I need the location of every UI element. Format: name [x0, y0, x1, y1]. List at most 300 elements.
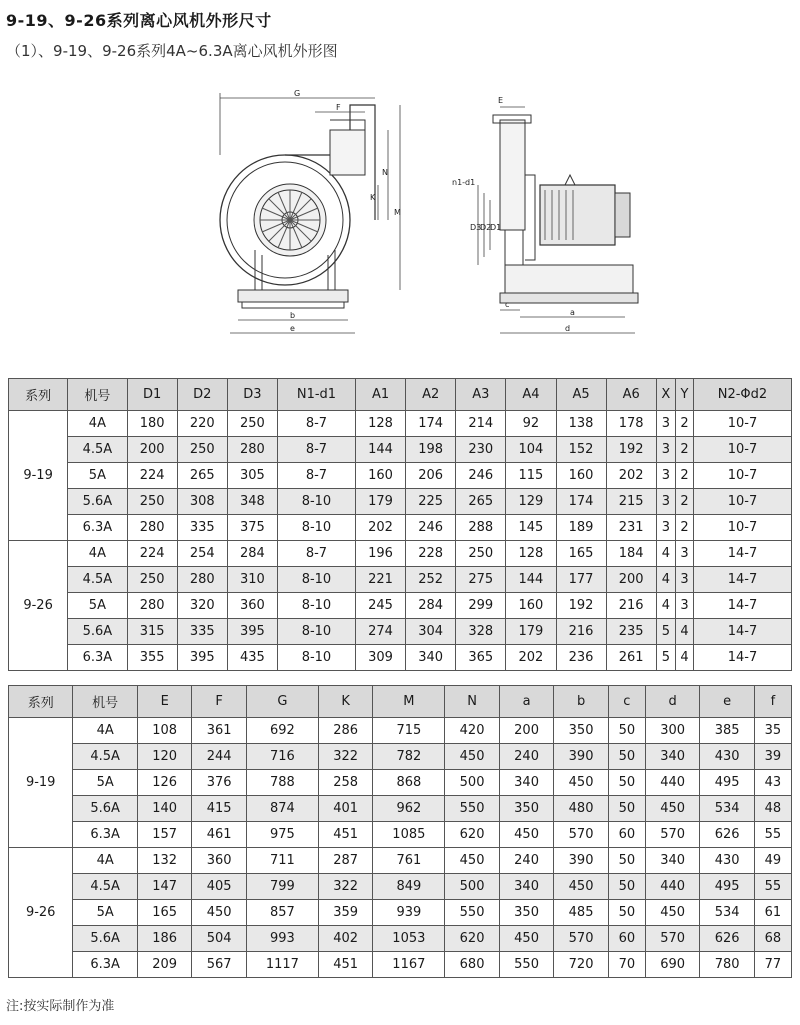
value-cell: 350 — [554, 718, 609, 744]
model-cell: 6.3A — [73, 822, 138, 848]
column-header: A4 — [506, 379, 556, 411]
table-row — [9, 952, 792, 978]
table-row — [9, 926, 792, 952]
value-cell: 128 — [506, 541, 556, 567]
value-cell: 245 — [356, 593, 406, 619]
table-row — [9, 718, 792, 744]
value-cell: 690 — [645, 952, 700, 978]
value-cell: 178 — [606, 411, 656, 437]
value-cell: 3 — [656, 411, 675, 437]
dim-label-E: E — [498, 96, 504, 105]
value-cell: 401 — [318, 796, 373, 822]
value-cell: 265 — [456, 489, 506, 515]
value-cell: 348 — [227, 489, 277, 515]
value-cell: 435 — [227, 645, 277, 671]
value-cell: 1167 — [373, 952, 445, 978]
model-cell: 4.5A — [73, 874, 138, 900]
value-cell: 534 — [700, 900, 755, 926]
value-cell: 280 — [127, 593, 177, 619]
value-cell: 450 — [445, 744, 500, 770]
value-cell: 299 — [456, 593, 506, 619]
value-cell: 216 — [606, 593, 656, 619]
table-row — [9, 489, 792, 515]
value-cell: 939 — [373, 900, 445, 926]
value-cell: 4 — [656, 593, 675, 619]
value-cell: 711 — [246, 848, 318, 874]
value-cell: 450 — [645, 796, 700, 822]
value-cell: 50 — [608, 848, 645, 874]
series-cell: 9-26 — [9, 541, 68, 671]
value-cell: 230 — [456, 437, 506, 463]
value-cell: 376 — [192, 770, 247, 796]
value-cell: 4 — [656, 541, 675, 567]
value-cell: 567 — [192, 952, 247, 978]
value-cell: 55 — [754, 822, 791, 848]
value-cell: 43 — [754, 770, 791, 796]
value-cell: 39 — [754, 744, 791, 770]
value-cell: 340 — [499, 770, 554, 796]
value-cell: 202 — [506, 645, 556, 671]
value-cell: 504 — [192, 926, 247, 952]
value-cell: 231 — [606, 515, 656, 541]
value-cell: 287 — [318, 848, 373, 874]
value-cell: 50 — [608, 770, 645, 796]
value-cell: 165 — [556, 541, 606, 567]
column-header: a — [499, 686, 554, 718]
value-cell: 485 — [554, 900, 609, 926]
value-cell: 716 — [246, 744, 318, 770]
value-cell: 780 — [700, 952, 755, 978]
value-cell: 340 — [645, 744, 700, 770]
column-header: D1 — [127, 379, 177, 411]
value-cell: 300 — [645, 718, 700, 744]
value-cell: 60 — [608, 926, 645, 952]
value-cell: 77 — [754, 952, 791, 978]
value-cell: 8-10 — [277, 619, 355, 645]
column-header: c — [608, 686, 645, 718]
value-cell: 228 — [406, 541, 456, 567]
footnote: 注:按实际制作为准 — [6, 999, 115, 1014]
dim-label-k: K — [370, 193, 376, 202]
value-cell: 2 — [675, 515, 693, 541]
value-cell: 450 — [499, 926, 554, 952]
dim-label-a: a — [570, 308, 575, 317]
value-cell: 254 — [177, 541, 227, 567]
dimension-table-1 — [8, 378, 792, 671]
value-cell: 286 — [318, 718, 373, 744]
value-cell: 144 — [356, 437, 406, 463]
dim-label-m: M — [394, 208, 401, 217]
dim-label-d3: D3 — [470, 223, 482, 232]
value-cell: 440 — [645, 770, 700, 796]
value-cell: 3 — [656, 463, 675, 489]
value-cell: 495 — [700, 874, 755, 900]
column-header: N1-d1 — [277, 379, 355, 411]
value-cell: 225 — [406, 489, 456, 515]
value-cell: 788 — [246, 770, 318, 796]
value-cell: 192 — [556, 593, 606, 619]
value-cell: 144 — [506, 567, 556, 593]
value-cell: 10-7 — [693, 463, 791, 489]
value-cell: 340 — [499, 874, 554, 900]
value-cell: 200 — [499, 718, 554, 744]
table-row — [9, 770, 792, 796]
value-cell: 461 — [192, 822, 247, 848]
value-cell: 10-7 — [693, 411, 791, 437]
column-header: b — [554, 686, 609, 718]
value-cell: 857 — [246, 900, 318, 926]
value-cell: 8-7 — [277, 411, 355, 437]
value-cell: 550 — [445, 900, 500, 926]
value-cell: 620 — [445, 926, 500, 952]
value-cell: 692 — [246, 718, 318, 744]
value-cell: 450 — [445, 848, 500, 874]
model-cell: 4A — [68, 411, 127, 437]
value-cell: 14-7 — [693, 567, 791, 593]
value-cell: 415 — [192, 796, 247, 822]
table-row — [9, 645, 792, 671]
column-header: A2 — [406, 379, 456, 411]
value-cell: 216 — [556, 619, 606, 645]
value-cell: 120 — [137, 744, 192, 770]
value-cell: 849 — [373, 874, 445, 900]
value-cell: 1117 — [246, 952, 318, 978]
dimension-table-2 — [8, 685, 792, 978]
value-cell: 209 — [137, 952, 192, 978]
value-cell: 761 — [373, 848, 445, 874]
value-cell: 4 — [675, 619, 693, 645]
value-cell: 375 — [227, 515, 277, 541]
value-cell: 3 — [675, 593, 693, 619]
value-cell: 450 — [554, 874, 609, 900]
value-cell: 328 — [456, 619, 506, 645]
value-cell: 14-7 — [693, 645, 791, 671]
series-cell: 9-19 — [9, 411, 68, 541]
value-cell: 14-7 — [693, 619, 791, 645]
value-cell: 309 — [356, 645, 406, 671]
column-header: K — [318, 686, 373, 718]
column-header: A5 — [556, 379, 606, 411]
dim-label-n1d1: n1-d1 — [452, 178, 476, 187]
value-cell: 92 — [506, 411, 556, 437]
value-cell: 550 — [445, 796, 500, 822]
model-cell: 5.6A — [68, 489, 127, 515]
value-cell: 214 — [456, 411, 506, 437]
value-cell: 322 — [318, 744, 373, 770]
value-cell: 305 — [227, 463, 277, 489]
value-cell: 145 — [506, 515, 556, 541]
value-cell: 340 — [406, 645, 456, 671]
value-cell: 450 — [499, 822, 554, 848]
value-cell: 390 — [554, 848, 609, 874]
table-row — [9, 411, 792, 437]
value-cell: 385 — [700, 718, 755, 744]
value-cell: 395 — [227, 619, 277, 645]
value-cell: 8-7 — [277, 437, 355, 463]
value-cell: 500 — [445, 874, 500, 900]
dim-label-d: d — [565, 324, 571, 333]
value-cell: 108 — [137, 718, 192, 744]
value-cell: 315 — [127, 619, 177, 645]
value-cell: 720 — [554, 952, 609, 978]
value-cell: 310 — [227, 567, 277, 593]
value-cell: 3 — [656, 437, 675, 463]
model-cell: 4A — [73, 848, 138, 874]
value-cell: 140 — [137, 796, 192, 822]
value-cell: 198 — [406, 437, 456, 463]
table-row — [9, 437, 792, 463]
value-cell: 284 — [406, 593, 456, 619]
value-cell: 147 — [137, 874, 192, 900]
value-cell: 8-10 — [277, 645, 355, 671]
value-cell: 235 — [606, 619, 656, 645]
value-cell: 304 — [406, 619, 456, 645]
column-header: A1 — [356, 379, 406, 411]
model-cell: 5.6A — [73, 926, 138, 952]
value-cell: 962 — [373, 796, 445, 822]
column-header: N2-Φd2 — [693, 379, 791, 411]
model-cell: 4.5A — [68, 567, 127, 593]
model-cell: 5.6A — [73, 796, 138, 822]
table-row — [9, 567, 792, 593]
value-cell: 570 — [645, 926, 700, 952]
value-cell: 495 — [700, 770, 755, 796]
value-cell: 480 — [554, 796, 609, 822]
value-cell: 258 — [318, 770, 373, 796]
model-cell: 4.5A — [68, 437, 127, 463]
table-row — [9, 744, 792, 770]
value-cell: 224 — [127, 463, 177, 489]
value-cell: 360 — [227, 593, 277, 619]
value-cell: 70 — [608, 952, 645, 978]
page-subtitle: （1）、9-19、9-26系列4A~6.3A离心风机外形图 — [6, 42, 338, 60]
fan-outline-drawing — [200, 85, 650, 350]
value-cell: 236 — [556, 645, 606, 671]
value-cell: 10-7 — [693, 489, 791, 515]
value-cell: 14-7 — [693, 541, 791, 567]
value-cell: 246 — [456, 463, 506, 489]
value-cell: 450 — [554, 770, 609, 796]
value-cell: 160 — [556, 463, 606, 489]
value-cell: 179 — [356, 489, 406, 515]
value-cell: 60 — [608, 822, 645, 848]
value-cell: 1085 — [373, 822, 445, 848]
value-cell: 10-7 — [693, 437, 791, 463]
value-cell: 3 — [675, 541, 693, 567]
value-cell: 450 — [645, 900, 700, 926]
value-cell: 2 — [675, 437, 693, 463]
table-row — [9, 619, 792, 645]
value-cell: 451 — [318, 822, 373, 848]
value-cell: 430 — [700, 744, 755, 770]
value-cell: 132 — [137, 848, 192, 874]
table-row — [9, 463, 792, 489]
value-cell: 200 — [127, 437, 177, 463]
table-header-row — [9, 686, 792, 718]
dim-label-n: N — [382, 168, 388, 177]
value-cell: 335 — [177, 515, 227, 541]
value-cell: 180 — [127, 411, 177, 437]
value-cell: 55 — [754, 874, 791, 900]
value-cell: 196 — [356, 541, 406, 567]
model-cell: 6.3A — [73, 952, 138, 978]
value-cell: 361 — [192, 718, 247, 744]
value-cell: 3 — [656, 515, 675, 541]
value-cell: 177 — [556, 567, 606, 593]
value-cell: 335 — [177, 619, 227, 645]
value-cell: 165 — [137, 900, 192, 926]
series-cell: 9-26 — [9, 848, 73, 978]
value-cell: 8-10 — [277, 489, 355, 515]
column-header: 机号 — [68, 379, 127, 411]
value-cell: 8-10 — [277, 593, 355, 619]
value-cell: 308 — [177, 489, 227, 515]
value-cell: 221 — [356, 567, 406, 593]
table-row — [9, 822, 792, 848]
value-cell: 390 — [554, 744, 609, 770]
value-cell: 975 — [246, 822, 318, 848]
value-cell: 350 — [499, 796, 554, 822]
dim-label-b: b — [290, 311, 296, 320]
value-cell: 61 — [754, 900, 791, 926]
value-cell: 215 — [606, 489, 656, 515]
value-cell: 138 — [556, 411, 606, 437]
column-header: E — [137, 686, 192, 718]
value-cell: 35 — [754, 718, 791, 744]
value-cell: 405 — [192, 874, 247, 900]
value-cell: 680 — [445, 952, 500, 978]
value-cell: 395 — [177, 645, 227, 671]
value-cell: 244 — [192, 744, 247, 770]
value-cell: 4 — [656, 567, 675, 593]
column-header: X — [656, 379, 675, 411]
model-cell: 5.6A — [68, 619, 127, 645]
value-cell: 68 — [754, 926, 791, 952]
value-cell: 8-10 — [277, 515, 355, 541]
table-row — [9, 848, 792, 874]
value-cell: 626 — [700, 926, 755, 952]
value-cell: 799 — [246, 874, 318, 900]
value-cell: 265 — [177, 463, 227, 489]
table-row — [9, 541, 792, 567]
value-cell: 1053 — [373, 926, 445, 952]
value-cell: 202 — [606, 463, 656, 489]
value-cell: 186 — [137, 926, 192, 952]
value-cell: 250 — [127, 489, 177, 515]
value-cell: 5 — [656, 645, 675, 671]
value-cell: 115 — [506, 463, 556, 489]
value-cell: 570 — [645, 822, 700, 848]
value-cell: 284 — [227, 541, 277, 567]
value-cell: 126 — [137, 770, 192, 796]
value-cell: 359 — [318, 900, 373, 926]
value-cell: 261 — [606, 645, 656, 671]
value-cell: 534 — [700, 796, 755, 822]
value-cell: 252 — [406, 567, 456, 593]
model-cell: 5A — [73, 900, 138, 926]
value-cell: 8-10 — [277, 567, 355, 593]
value-cell: 50 — [608, 744, 645, 770]
column-header: F — [192, 686, 247, 718]
table-row — [9, 796, 792, 822]
value-cell: 4 — [675, 645, 693, 671]
column-header: Y — [675, 379, 693, 411]
value-cell: 355 — [127, 645, 177, 671]
value-cell: 184 — [606, 541, 656, 567]
column-header: 机号 — [73, 686, 138, 718]
value-cell: 160 — [356, 463, 406, 489]
table-header-row — [9, 379, 792, 411]
value-cell: 280 — [127, 515, 177, 541]
value-cell: 240 — [499, 848, 554, 874]
value-cell: 280 — [177, 567, 227, 593]
column-header: N — [445, 686, 500, 718]
dim-label-f: F — [336, 103, 341, 112]
value-cell: 550 — [499, 952, 554, 978]
dim-label-g: G — [294, 89, 301, 98]
column-header: 系列 — [9, 379, 68, 411]
series-cell: 9-19 — [9, 718, 73, 848]
value-cell: 50 — [608, 718, 645, 744]
value-cell: 250 — [227, 411, 277, 437]
value-cell: 280 — [227, 437, 277, 463]
value-cell: 868 — [373, 770, 445, 796]
value-cell: 160 — [506, 593, 556, 619]
value-cell: 365 — [456, 645, 506, 671]
column-header: D3 — [227, 379, 277, 411]
column-header: 系列 — [9, 686, 73, 718]
value-cell: 129 — [506, 489, 556, 515]
table-row — [9, 900, 792, 926]
value-cell: 2 — [675, 463, 693, 489]
value-cell: 570 — [554, 822, 609, 848]
value-cell: 715 — [373, 718, 445, 744]
value-cell: 2 — [675, 411, 693, 437]
value-cell: 340 — [645, 848, 700, 874]
value-cell: 174 — [556, 489, 606, 515]
value-cell: 48 — [754, 796, 791, 822]
value-cell: 5 — [656, 619, 675, 645]
column-header: e — [700, 686, 755, 718]
model-cell: 4.5A — [73, 744, 138, 770]
value-cell: 8-7 — [277, 541, 355, 567]
value-cell: 402 — [318, 926, 373, 952]
value-cell: 250 — [456, 541, 506, 567]
value-cell: 440 — [645, 874, 700, 900]
model-cell: 5A — [68, 593, 127, 619]
model-cell: 6.3A — [68, 645, 127, 671]
column-header: A6 — [606, 379, 656, 411]
model-cell: 5A — [73, 770, 138, 796]
value-cell: 2 — [675, 489, 693, 515]
table-row — [9, 593, 792, 619]
column-header: A3 — [456, 379, 506, 411]
value-cell: 14-7 — [693, 593, 791, 619]
model-cell: 6.3A — [68, 515, 127, 541]
value-cell: 179 — [506, 619, 556, 645]
value-cell: 220 — [177, 411, 227, 437]
dim-label-e: e — [290, 324, 295, 333]
value-cell: 570 — [554, 926, 609, 952]
page-title: 9-19、9-26系列离心风机外形尺寸 — [6, 11, 272, 30]
value-cell: 620 — [445, 822, 500, 848]
value-cell: 206 — [406, 463, 456, 489]
value-cell: 322 — [318, 874, 373, 900]
column-header: G — [246, 686, 318, 718]
dim-label-c: c — [505, 300, 510, 309]
value-cell: 200 — [606, 567, 656, 593]
value-cell: 174 — [406, 411, 456, 437]
